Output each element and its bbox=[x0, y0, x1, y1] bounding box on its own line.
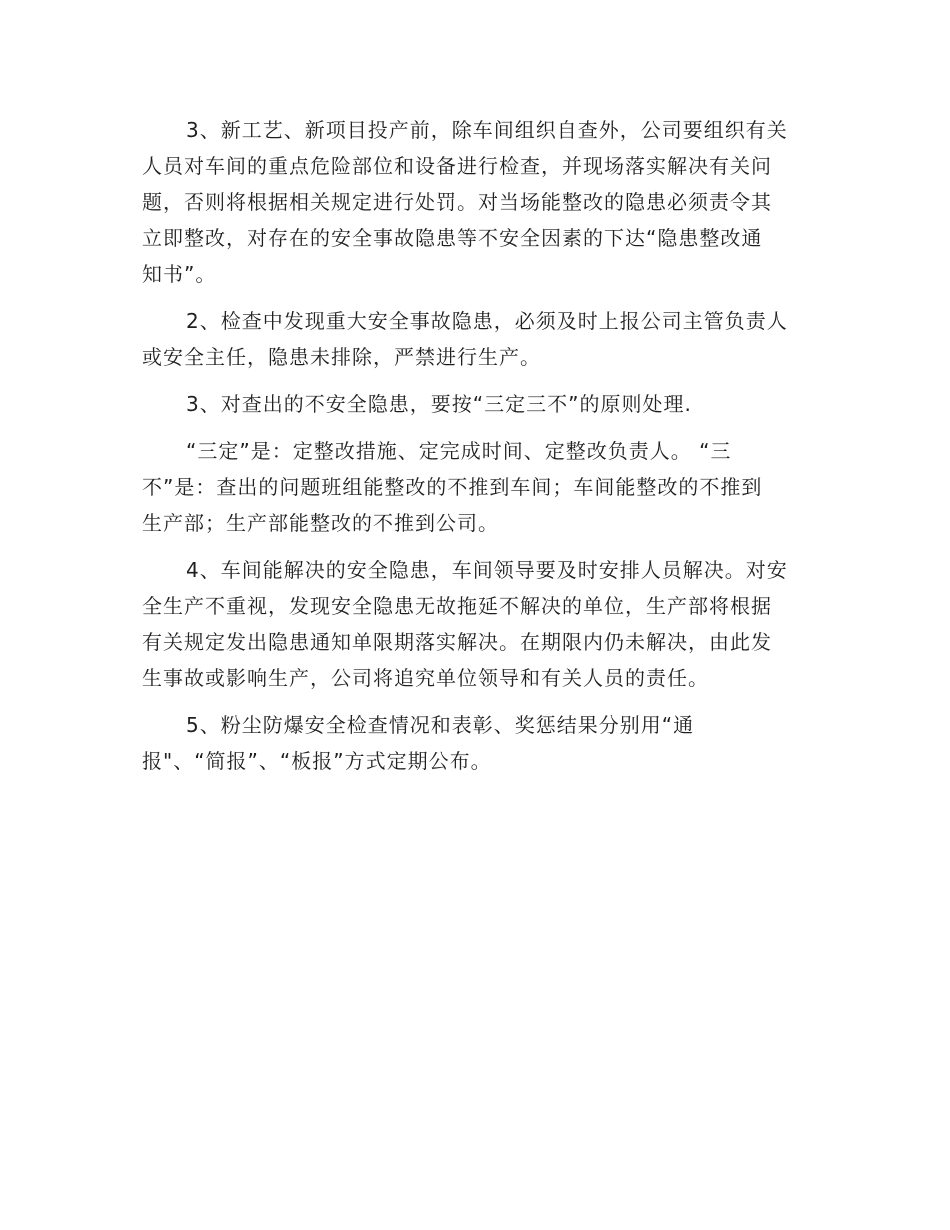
paragraph-line: 5、粉尘防爆安全检查情况和表彰、奖惩结果分别用“通 bbox=[186, 713, 695, 737]
paragraph-4 bbox=[142, 433, 808, 541]
paragraph-line: “三定”是：定整改措施、定完成时间、定整改负责人。 “三 bbox=[186, 439, 732, 463]
paragraph-line: 3、新工艺、新项目投产前，除车间组织自查外，公司要组织有关 bbox=[186, 118, 788, 142]
paragraph-6 bbox=[142, 707, 808, 779]
paragraph-line: 人员对车间的重点危险部位和设备进行检查，并现场落实解决有关问 bbox=[142, 154, 772, 178]
paragraph-line: 报"、“简报”、“板报”方式定期公布。 bbox=[142, 749, 492, 773]
paragraph-line: 全生产不重视，发现安全隐患无故拖延不解决的单位，生产部将根据 bbox=[142, 594, 772, 618]
paragraph-line: 知书”。 bbox=[142, 262, 217, 286]
paragraph-1 bbox=[142, 112, 808, 292]
paragraph-line: 生事故或影响生产，公司将追究单位领导和有关人员的责任。 bbox=[142, 666, 709, 690]
paragraph-3 bbox=[142, 386, 808, 422]
document-page bbox=[142, 112, 808, 779]
paragraph-line: 3、对查出的不安全隐患，要按“三定三不”的原则处理. bbox=[186, 392, 692, 416]
paragraph-line: 2、检查中发现重大安全事故隐患，必须及时上报公司主管负责人 bbox=[186, 309, 788, 333]
paragraph-line: 题，否则将根据相关规定进行处罚。对当场能整改的隐患必须责令其 bbox=[142, 190, 772, 214]
paragraph-5 bbox=[142, 552, 808, 696]
paragraph-line: 不”是：查出的问题班组能整改的不推到车间；车间能整改的不推到 bbox=[142, 475, 763, 499]
paragraph-line: 4、车间能解决的安全隐患，车间领导要及时安排人员解决。对安 bbox=[186, 558, 788, 582]
paragraph-line: 或安全主任，隐患未排除，严禁进行生产。 bbox=[142, 345, 541, 369]
paragraph-line: 生产部；生产部能整改的不推到公司。 bbox=[142, 511, 499, 535]
paragraph-2 bbox=[142, 303, 808, 375]
paragraph-line: 有关规定发出隐患通知单限期落实解决。在期限内仍未解决，由此发 bbox=[142, 630, 772, 654]
paragraph-line: 立即整改，对存在的安全事故隐患等不安全因素的下达“隐患整改通 bbox=[142, 226, 763, 250]
